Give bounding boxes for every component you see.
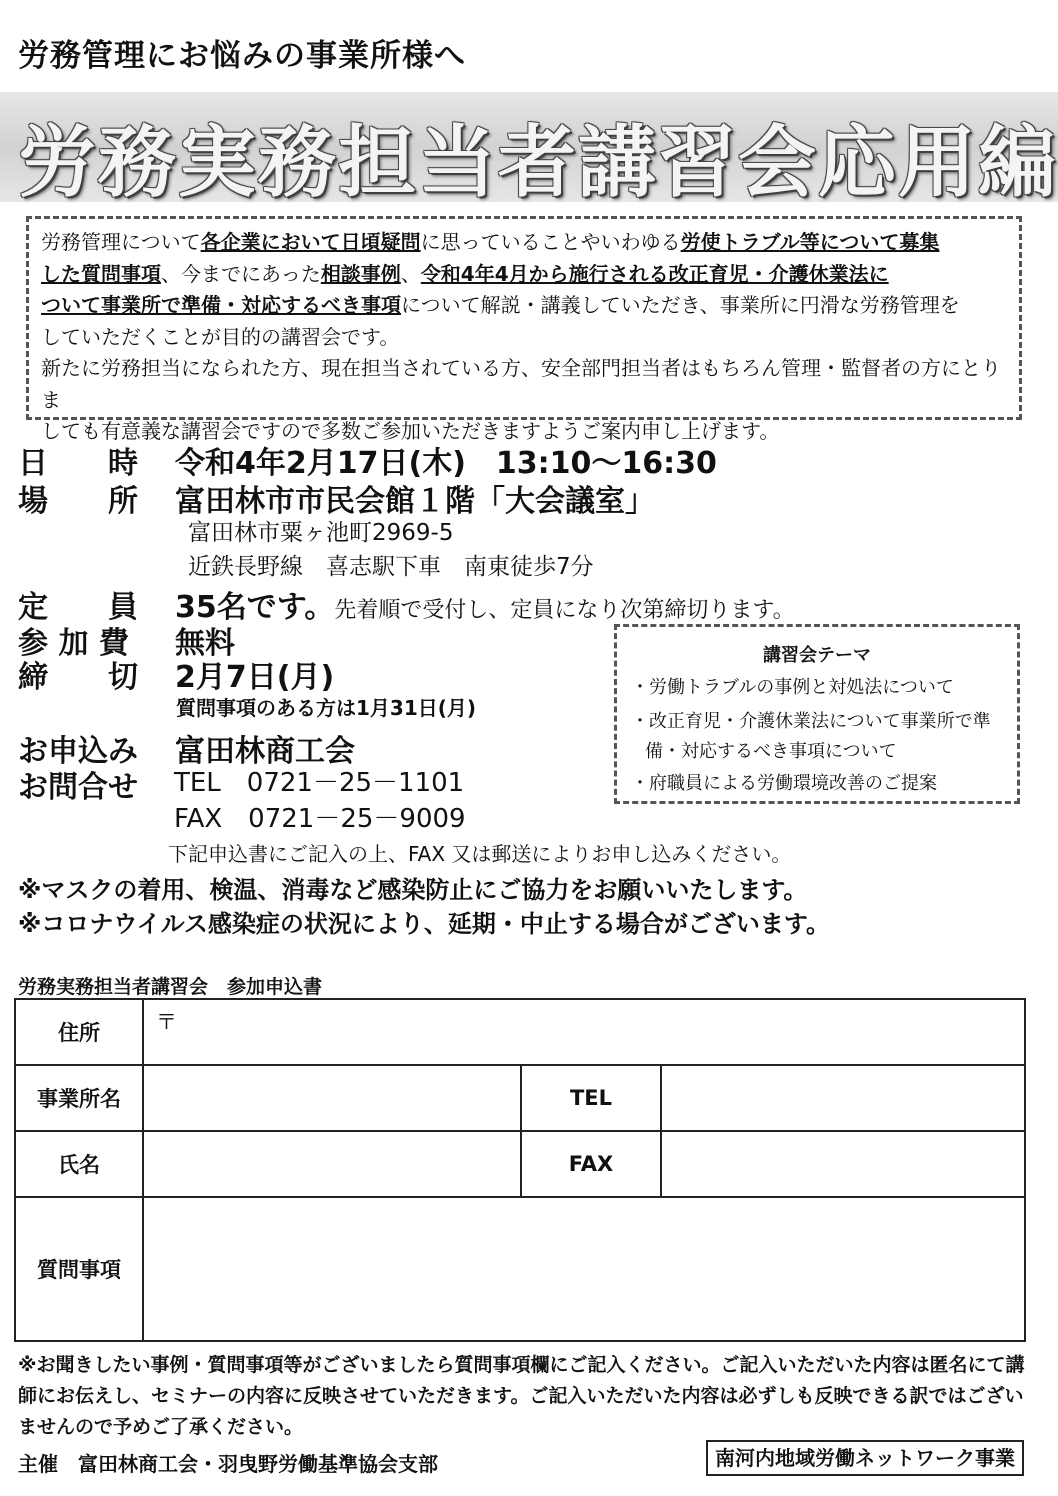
intro-text: 、 [400, 261, 421, 286]
subtitle: 労務管理にお悩みの事業所様へ [18, 38, 466, 74]
network-badge: 南河内地域労働ネットワーク事業 [706, 1440, 1024, 1476]
postal-mark: 〒 [156, 1010, 177, 1034]
mask-note: ※マスクの着用、検温、消毒など感染防止にご協力をお願いいたします。 [18, 876, 808, 904]
intro-text: しても有意義な講習会ですので多数ご参加いただきますようご案内申し上げます。 [41, 419, 780, 443]
theme-heading: 講習会テーマ [763, 645, 871, 666]
place-row [18, 476, 655, 520]
deadline-row [18, 652, 335, 696]
theme-item: ・改正育児・介護休業法について事業所で準 [631, 711, 991, 732]
intro-emphasis: 労使トラブル等について募集 [680, 230, 940, 254]
instruction: 下記申込書にご記入の上、FAX 又は郵送によりお申し込みください。 [168, 842, 792, 866]
capacity-label: 定 員 [18, 590, 138, 625]
capacity-value-wrap [175, 582, 795, 626]
fax-field[interactable] [661, 1131, 1025, 1197]
date-value: 令和4年2月17日(木) 13:10～16:30 [175, 446, 717, 481]
address: 富田林市粟ヶ池町2969-5 [188, 520, 454, 546]
sponsor: 主催 富田林商工会・羽曳野労働基準協会支部 [18, 1452, 438, 1476]
date-label: 日 時 [18, 446, 138, 481]
fee-value: 無料 [175, 626, 235, 661]
theme-item: 備・対応するべき事項について [645, 741, 897, 762]
tel-label: TEL [521, 1065, 661, 1131]
intro-emphasis: 令和4年4月から施行される改正育児・介護休業法に [420, 261, 889, 286]
intro-emphasis: ついて事業所で準備・対応するべき事項 [41, 293, 401, 317]
intro-text: 、今までにあった [161, 261, 321, 286]
office-label: 事業所名 [15, 1065, 143, 1131]
apply-value: 富田林商工会 [175, 734, 355, 769]
footer-note: ※お聞きしたい事例・質問事項等がございましたら質問事項欄にご記入ください。ご記入いただいた内容は匿名にて講師にお伝えし、セミナーの内容に反映させていただきます。ご記入いただいた内容は必ずしも反映できる訳ではございませんので予めご了承ください。 [18, 1354, 1025, 1438]
intro-emphasis: 相談事例 [320, 261, 401, 286]
form-caption: 労務実務担当者講習会 参加申込書 [18, 976, 323, 998]
page-title: 労務実務担当者講習会応用編 [18, 118, 1058, 208]
capacity-note: 先着順で受付し、定員になり次第締切ります。 [334, 598, 795, 623]
fax-label: FAX [521, 1131, 661, 1197]
address-field[interactable] [143, 999, 1025, 1065]
address-label: 住所 [15, 999, 143, 1065]
capacity-value: 35名です。 [175, 590, 335, 625]
theme-box [614, 624, 1020, 804]
intro-text: していただくことが目的の講習会です。 [41, 324, 400, 349]
contact-row [18, 762, 465, 806]
intro-box [26, 216, 1022, 443]
intro-text: 新たに労務担当になられた方、現在担当されている方、安全部門担当者はもちろん管理・監督者の方にとりま [41, 356, 1001, 412]
place-label: 場 所 [18, 484, 138, 519]
question-field[interactable] [143, 1197, 1025, 1341]
deadline-note: 質問事項のある方は1月31日(月) [176, 696, 477, 720]
deadline-value: 2月7日(月) [175, 660, 335, 695]
place-value: 富田林市市民会館１階「大会議室」 [175, 484, 655, 519]
intro-emphasis: 各企業において日頃疑問 [200, 230, 421, 254]
apply-label: お申込み [18, 734, 138, 769]
deadline-label: 締 切 [18, 660, 138, 695]
name-field[interactable] [143, 1131, 521, 1197]
intro-text: 労務管理について [41, 230, 201, 254]
application-form [14, 998, 1026, 1342]
access: 近鉄長野線 喜志駅下車 南東徒歩7分 [188, 554, 594, 580]
intro-text: に思っていることやいわゆる [420, 230, 681, 254]
office-field[interactable] [143, 1065, 521, 1131]
title-banner [0, 92, 1058, 208]
tel-value: TEL 0721－25－1101 [174, 768, 465, 798]
intro-text: について解説・講義していただき、事業所に円滑な労務管理を [401, 293, 960, 317]
corona-note: ※コロナウイルス感染症の状況により、延期・中止する場合がございます。 [18, 910, 830, 938]
intro-emphasis: した質問事項 [41, 261, 161, 286]
fee-label: 参 加 費 [18, 626, 129, 661]
theme-item: ・府職員による労働環境改善のご提案 [631, 773, 937, 794]
theme-item: ・労働トラブルの事例と対処法について [631, 677, 954, 698]
fax-value: FAX 0721－25－9009 [174, 804, 466, 834]
question-label: 質問事項 [15, 1197, 143, 1341]
name-label: 氏名 [15, 1131, 143, 1197]
contact-label: お問合せ [18, 770, 138, 805]
tel-field[interactable] [661, 1065, 1025, 1131]
